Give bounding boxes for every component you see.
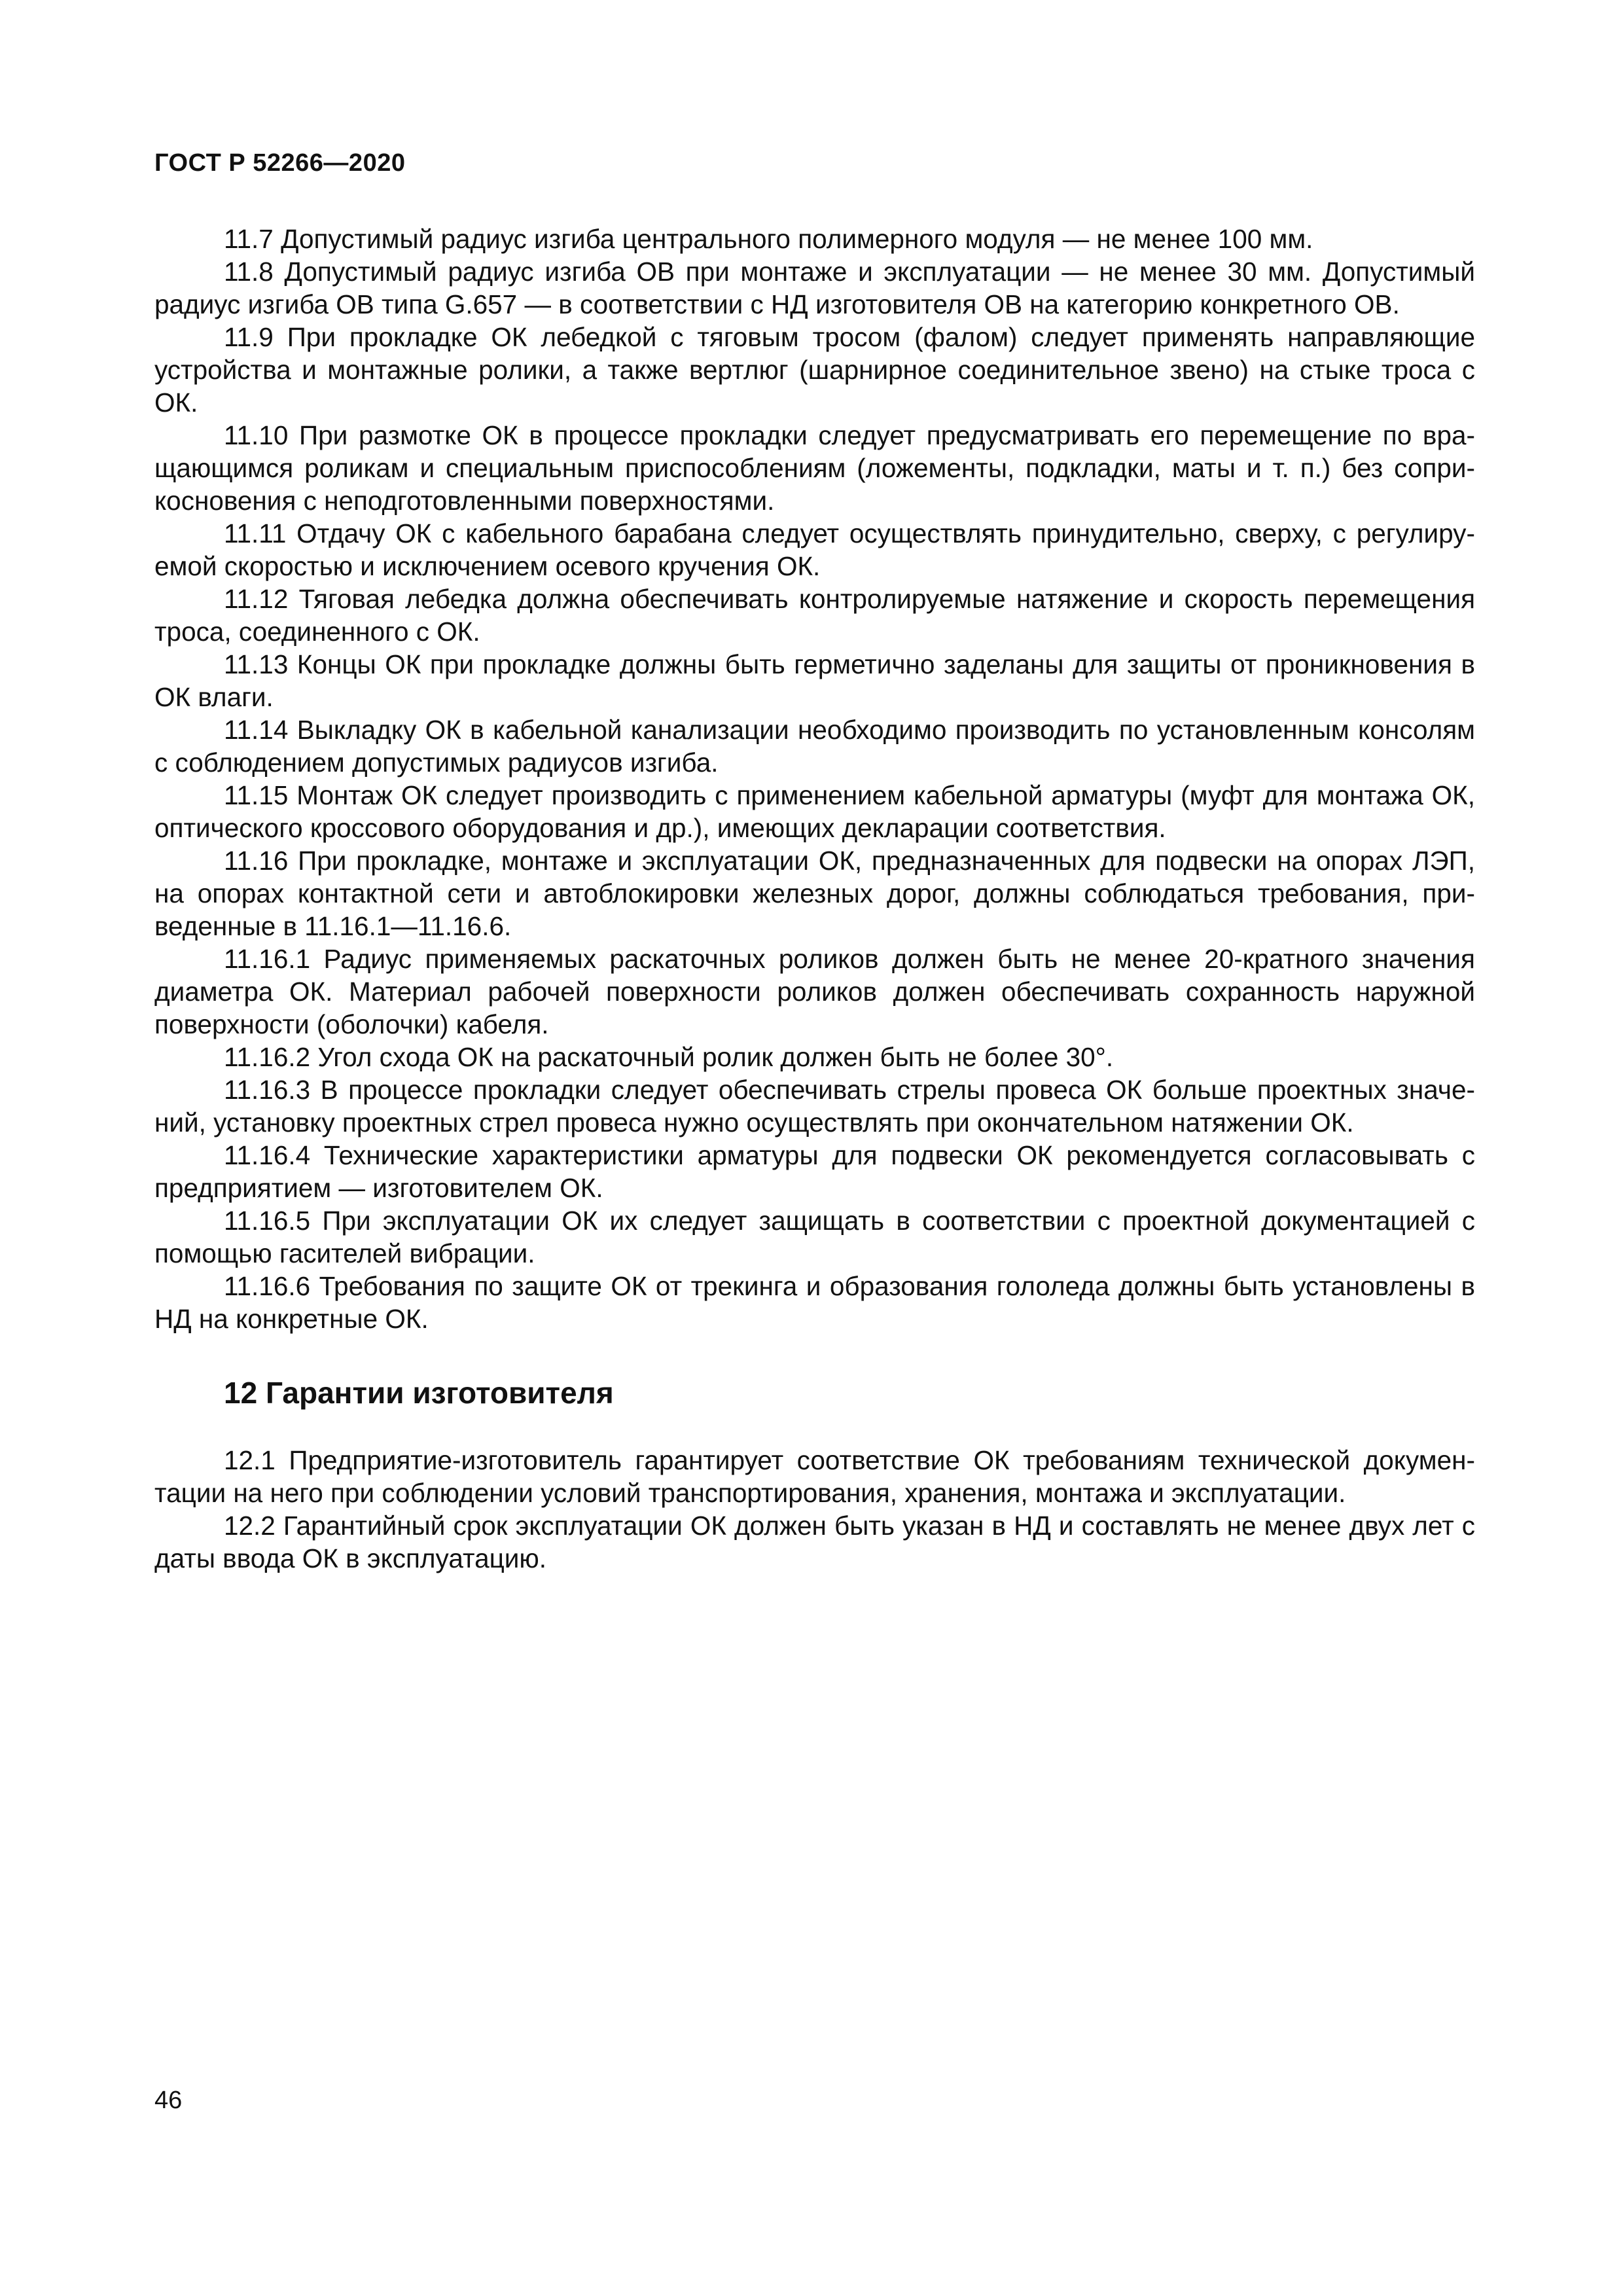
- clause-11-16-6: 11.16.6 Требования по защите ОК от трекинга и образования гололеда должны быть установлены в НД на конкретные ОК.: [154, 1271, 1475, 1334]
- clause-11-16-4: 11.16.4 Технические характеристики арматуры для подвески ОК рекомендуется согласовывать с предприятием — изготовителем ОК.: [154, 1140, 1475, 1203]
- clause-11-9: 11.9 При прокладке ОК лебедкой с тяговым тросом (фалом) следует применять направляющие устройства и монтажные ролики, а также вертлюг (шарнирное соединительное звено) на стыке троса с ОК.: [154, 322, 1475, 418]
- clause-11-10: 11.10 При размотке ОК в процессе прокладки следует предусматривать его перемещение по вращающимся роликам и специальным приспособлениям (ложементы, подкладки, маты и т. п.) без соприкосновения с неподготовленными поверхностями.: [154, 420, 1475, 516]
- clause-11-14: 11.14 Выкладку ОК в кабельной канализации необходимо производить по установленным консолям с соблюдением допустимых радиусов изгиба.: [154, 715, 1475, 778]
- clause-12-1: 12.1 Предприятие-изготовитель гарантирует соответствие ОК требованиям технической документации на него при соблюдении условий транспортирования, хранения, монтажа и эксплуатации.: [154, 1445, 1475, 1508]
- section-12-heading: 12 Гарантии изготовителя: [224, 1376, 614, 1410]
- clause-11-16-1: 11.16.1 Радиус применяемых раскаточных роликов должен быть не менее 20-кратного значения диаметра ОК. Материал рабочей поверхности роликов должен обеспечивать сохранность наружной поверхности (оболочки) кабеля.: [154, 944, 1475, 1039]
- clause-11-8: 11.8 Допустимый радиус изгиба ОВ при монтаже и эксплуатации — не менее 30 мм. Допустимый радиус изгиба ОВ типа G.657 — в соответствии с НД изготовителя ОВ на категорию конкретного ОВ.: [154, 257, 1475, 319]
- document-body: [154, 223, 1475, 1575]
- clause-11-13: 11.13 Концы ОК при прокладке должны быть герметично заделаны для защиты от проникновения в ОК влаги.: [154, 649, 1475, 712]
- clause-11-16-5: 11.16.5 При эксплуатации ОК их следует защищать в соответствии с проектной документацией с помощью гасителей вибрации.: [154, 1206, 1475, 1268]
- clause-11-16-2: 11.16.2 Угол схода ОК на раскаточный ролик должен быть не более 30°.: [224, 1042, 1114, 1072]
- clause-12-2: 12.2 Гарантийный срок эксплуатации ОК должен быть указан в НД и составлять не менее двух лет с даты ввода ОК в эксплуатацию.: [154, 1511, 1475, 1573]
- clause-11-15: 11.15 Монтаж ОК следует производить с применением кабельной арматуры (муфт для монтажа ОК, оптического кроссового оборудования и др.), имеющих декларации соответствия.: [154, 780, 1475, 843]
- clause-11-16-3: 11.16.3 В процессе прокладки следует обеспечивать стрелы провеса ОК больше проектных значений, установку проектных стрел провеса нужно осуществлять при окончательном натяжении ОК.: [154, 1075, 1475, 1138]
- clause-11-11: 11.11 Отдачу ОК с кабельного барабана следует осуществлять принудительно, сверху, с регулируемой скоростью и исключением осевого кручения ОК.: [154, 518, 1475, 581]
- clause-11-16: 11.16 При прокладке, монтаже и эксплуатации ОК, предназначенных для подвески на опорах ЛЭП, на опорах контактной сети и автоблокировки железных дорог, должны соблюдаться требования, приведенные в 11.16.1—11.16.6.: [154, 846, 1475, 941]
- document-header: ГОСТ Р 52266—2020: [154, 149, 406, 177]
- clause-11-12: 11.12 Тяговая лебедка должна обеспечивать контролируемые натяжение и скорость перемещения троса, соединенного с ОК.: [154, 584, 1475, 647]
- clause-11-7: 11.7 Допустимый радиус изгиба центрального полимерного модуля — не менее 100 мм.: [224, 224, 1313, 254]
- page-number: 46: [154, 2087, 183, 2114]
